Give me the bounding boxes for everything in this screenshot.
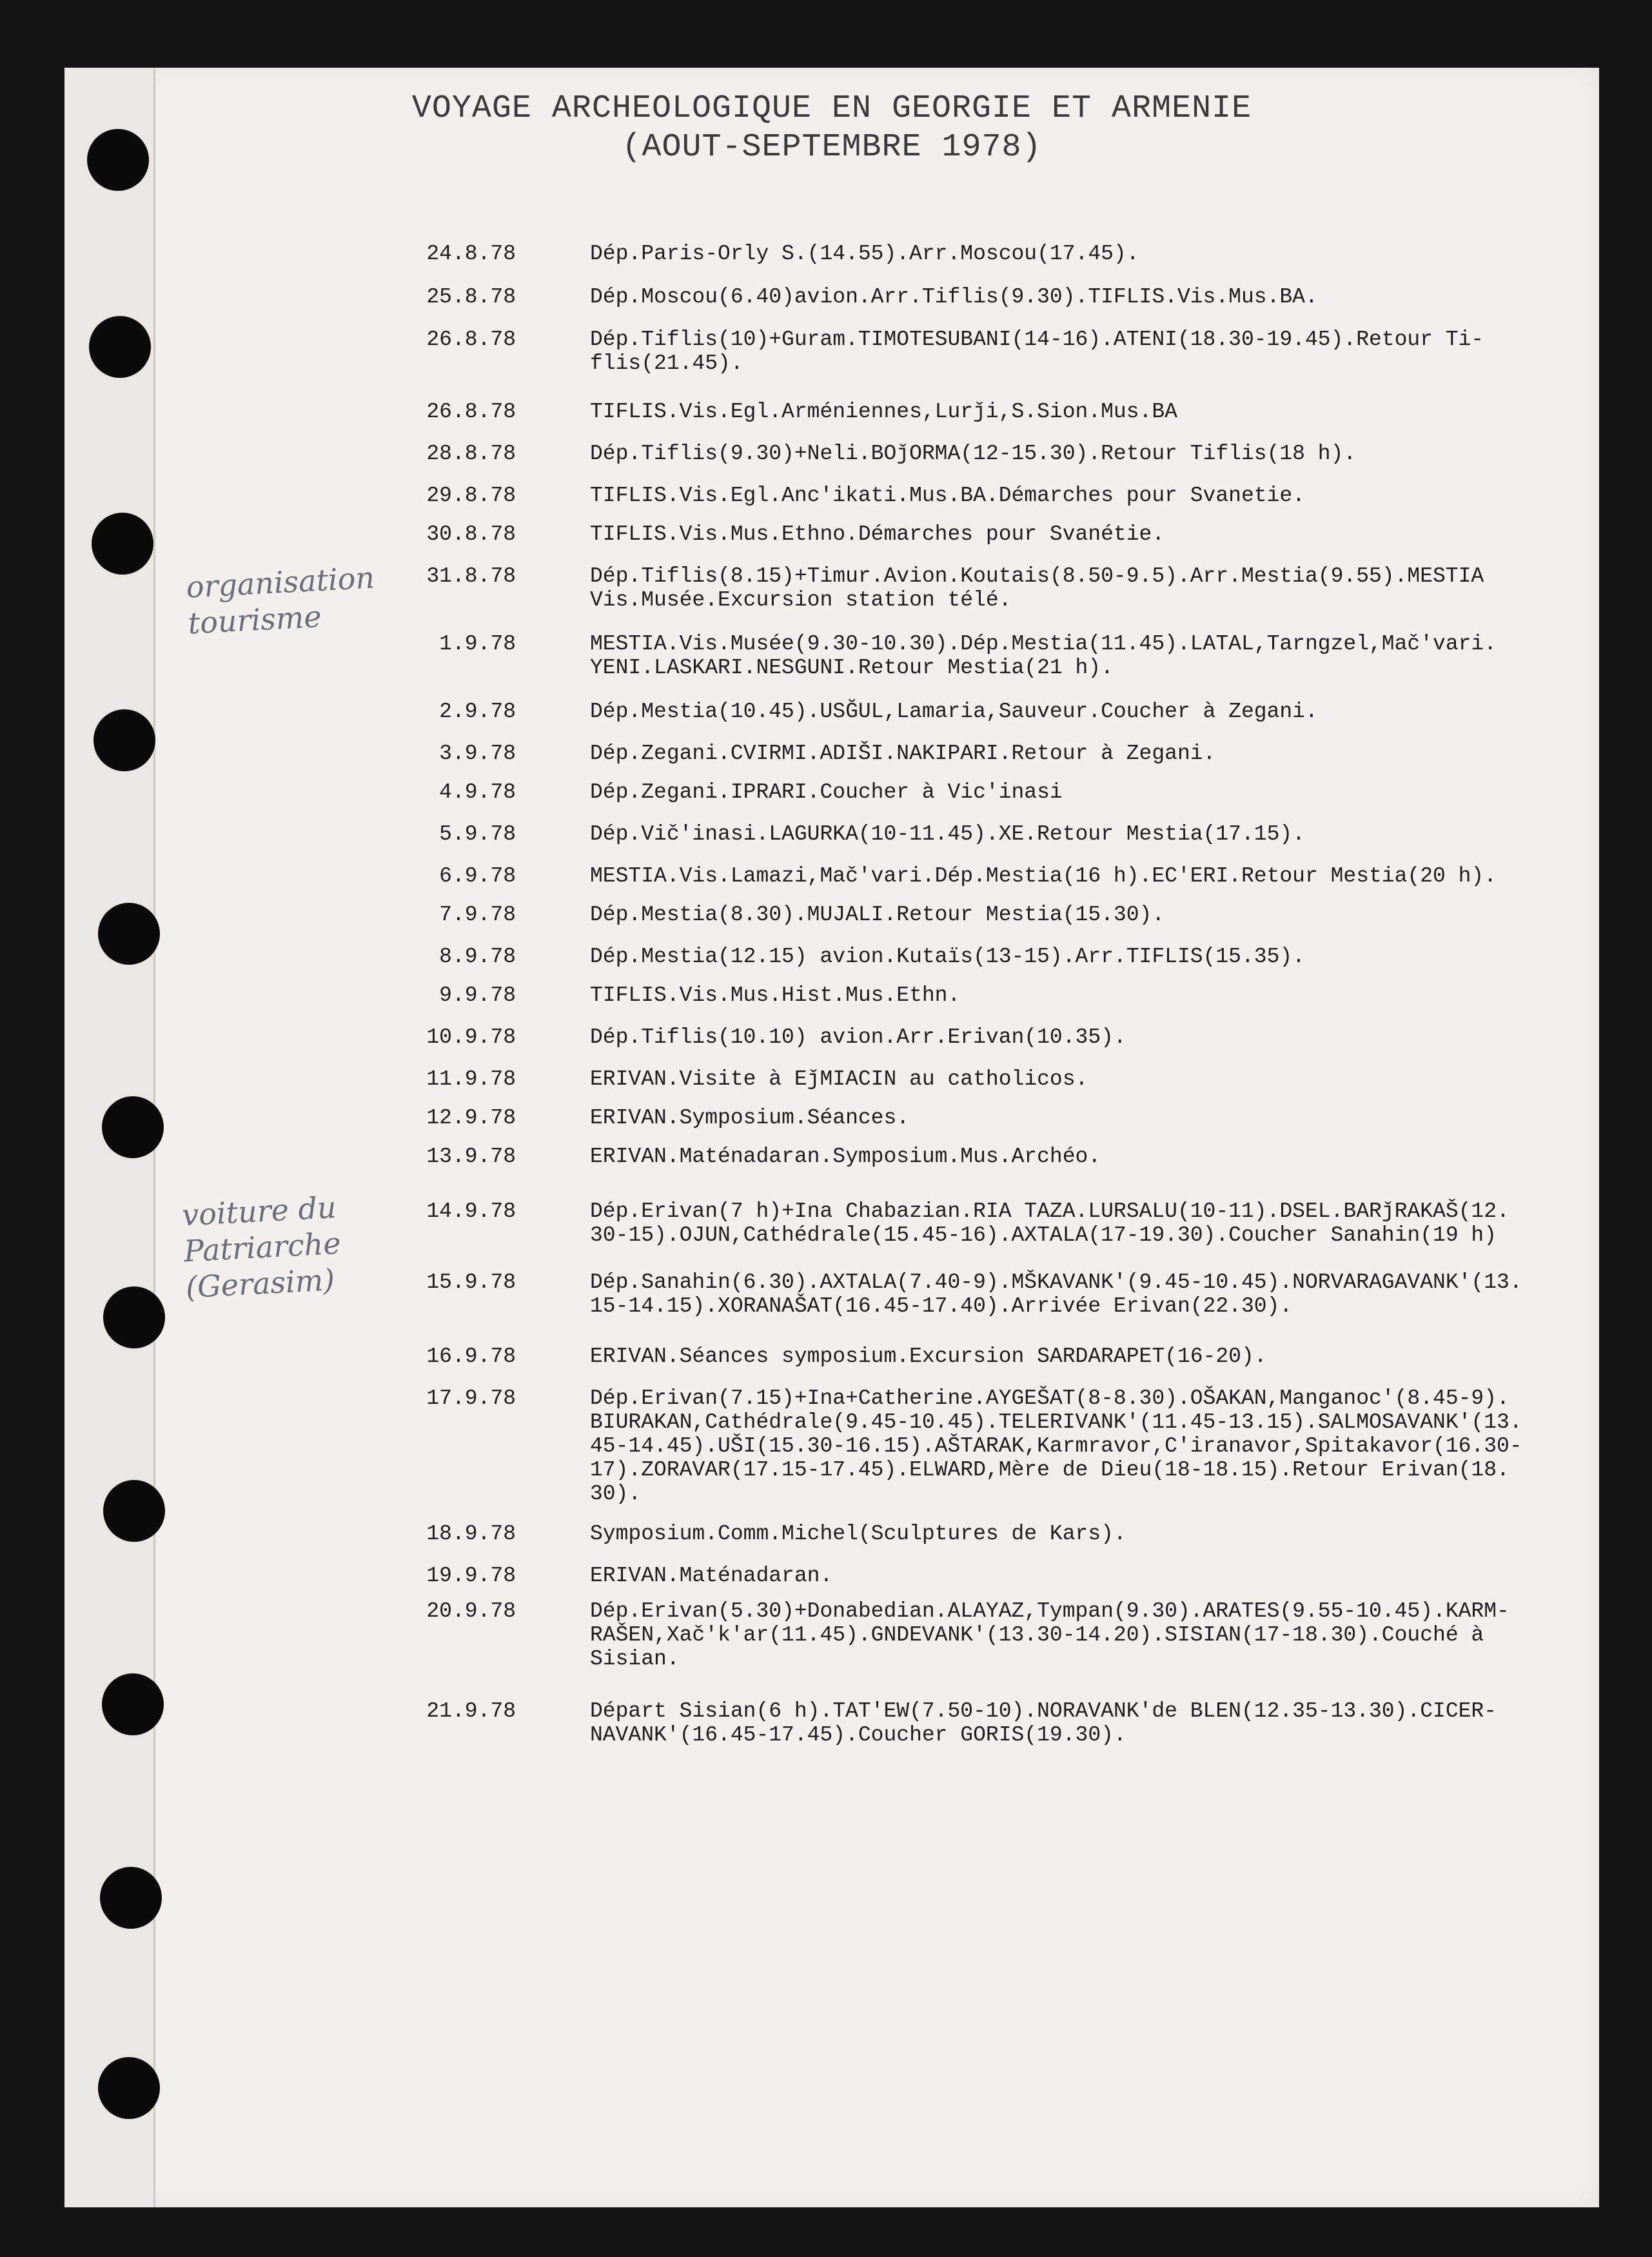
entry-text: Dép.Tiflis(10)+Guram.TIMOTESUBANI(14-16).ATENI(18.30-19.45).Retour Ti- flis(21.45).: [590, 328, 1484, 375]
entry-text: MESTIA.Vis.Musée(9.30-10.30).Dép.Mestia(11.45).LATAL,Tarngzel,Mač'vari. YENI.LASKARI.NESGUNI.Retour Mestia(21 h).: [590, 632, 1497, 680]
paper-sheet: [64, 68, 1599, 2207]
entry-date: 26.8.78: [426, 328, 516, 351]
entry-date: 25.8.78: [426, 285, 516, 309]
entry-text: Dép.Erivan(7.15)+Ina+Catherine.AYGEŠAT(8-8.30).OŠAKAN,Manganoc'(8.45-9). BIURAKAN,Cathédrale(9.45-10.45).TELERIVANK'(11.45-13.15).SALMOSAVANK'(13. 45-14.45).UŠI(15.30-16.15).AŠTARAK,Karmravor,C'iranavor,Spitakavor(16.30- 17).ZORAVAR(17.15-17.45).ELWARD,Mère de Dieu(18-18.15).Retour Erivan(18. 30).: [590, 1386, 1522, 1506]
entry-text: TIFLIS.Vis.Mus.Ethno.Démarches pour Svanétie.: [590, 522, 1165, 546]
entry-date: 30.8.78: [426, 522, 516, 546]
entry-text: ERIVAN.Symposium.Séances.: [590, 1106, 910, 1130]
entry-date: 19.9.78: [426, 1564, 516, 1588]
punch-hole: [98, 2057, 160, 2119]
entry-date: 7.9.78: [439, 903, 516, 927]
entry-text: Dép.Vič'inasi.LAGURKA(10-11.45).XE.Retour Mestia(17.15).: [590, 822, 1305, 846]
entry-text: Dép.Erivan(5.30)+Donabedian.ALAYAZ,Tympan(9.30).ARATES(9.55-10.45).KARM- RAŠEN,Xač'k'ar(11.45).GNDEVANK'(13.30-14.20).SISIAN(17-18.30).Couché à Sisian.: [590, 1599, 1509, 1671]
entry-text: TIFLIS.Vis.Egl.Anc'ikati.Mus.BA.Démarches pour Svanetie.: [590, 484, 1305, 508]
entry-date: 28.8.78: [426, 442, 516, 466]
punch-hole: [102, 1673, 164, 1735]
entry-text: Dép.Tiflis(9.30)+Neli.BOǰORMA(12-15.30).Retour Tiflis(18 h).: [590, 442, 1357, 466]
punch-hole: [103, 1286, 165, 1348]
document-subtitle: (AOUT-SEPTEMBRE 1978): [622, 129, 1042, 166]
punch-hole: [93, 709, 155, 771]
entry-date: 17.9.78: [426, 1386, 516, 1410]
entry-text: Dép.Mestia(8.30).MUJALI.Retour Mestia(15.30).: [590, 903, 1165, 927]
entry-text: Symposium.Comm.Michel(Sculptures de Kars).: [590, 1522, 1126, 1546]
entry-text: Dép.Tiflis(8.15)+Timur.Avion.Koutais(8.50-9.5).Arr.Mestia(9.55).MESTIA Vis.Musée.Excursion station télé.: [590, 564, 1484, 612]
entry-text: Dép.Erivan(7 h)+Ina Chabazian.RIA TAZA.LURSALU(10-11).DSEL.BARǰRAKAŠ(12. 30-15).OJUN,Cathédrale(15.45-16).AXTALA(17-19.30).Coucher Sanahin(19 h): [590, 1199, 1509, 1247]
punch-hole: [103, 1480, 165, 1542]
entry-date: 3.9.78: [439, 742, 516, 765]
entry-date: 1.9.78: [439, 632, 516, 656]
punch-hole: [102, 1096, 164, 1158]
entry-date: 26.8.78: [426, 400, 516, 424]
entry-date: 24.8.78: [426, 242, 516, 266]
entry-text: ERIVAN.Maténadaran.: [590, 1564, 833, 1588]
entry-text: ERIVAN.Séances symposium.Excursion SARDARAPET(16-20).: [590, 1345, 1267, 1368]
entry-date: 12.9.78: [426, 1106, 516, 1130]
punch-hole: [89, 316, 151, 378]
entry-date: 21.9.78: [426, 1699, 516, 1723]
entry-date: 15.9.78: [426, 1270, 516, 1294]
entry-text: TIFLIS.Vis.Mus.Hist.Mus.Ethn.: [590, 983, 961, 1007]
entry-date: 11.9.78: [426, 1067, 516, 1091]
entry-text: TIFLIS.Vis.Egl.Arméniennes,Lurǰi,S.Sion.Mus.BA: [590, 400, 1177, 424]
entry-date: 10.9.78: [426, 1025, 516, 1049]
punch-hole: [100, 1867, 162, 1929]
entry-date: 5.9.78: [439, 822, 516, 846]
punch-hole: [92, 513, 153, 575]
entry-text: Dép.Mestia(10.45).USĞUL,Lamaria,Sauveur.Coucher à Zegani.: [590, 700, 1318, 724]
document-title: VOYAGE ARCHEOLOGIQUE EN GEORGIE ET ARMENIE: [411, 90, 1252, 127]
entry-text: Dép.Zegani.CVIRMI.ADIŠI.NAKIPARI.Retour à Zegani.: [590, 742, 1216, 765]
entry-date: 8.9.78: [439, 945, 516, 969]
entry-text: MESTIA.Vis.Lamazi,Mač'vari.Dép.Mestia(16 h).EC'ERI.Retour Mestia(20 h).: [590, 864, 1497, 888]
handwritten-note-tourisme: organisation tourisme: [185, 560, 376, 641]
entry-date: 20.9.78: [426, 1599, 516, 1623]
entry-text: Dép.Zegani.IPRARI.Coucher à Vic'inasi: [590, 780, 1063, 804]
entry-date: 29.8.78: [426, 484, 516, 508]
entry-date: 13.9.78: [426, 1145, 516, 1168]
entry-date: 6.9.78: [439, 864, 516, 888]
entry-text: Dép.Moscou(6.40)avion.Arr.Tiflis(9.30).TIFLIS.Vis.Mus.BA.: [590, 285, 1318, 309]
entry-date: 2.9.78: [439, 700, 516, 724]
entry-text: ERIVAN.Visite à EǰMIACIN au catholicos.: [590, 1067, 1088, 1091]
entry-text: Dép.Sanahin(6.30).AXTALA(7.40-9).MŠKAVANK'(9.45-10.45).NORVARAGAVANK'(13. 15-14.15).XORANAŠAT(16.45-17.40).Arrivée Erivan(22.30).: [590, 1270, 1522, 1318]
entry-text: Dép.Mestia(12.15) avion.Kutaïs(13-15).Arr.TIFLIS(15.35).: [590, 945, 1305, 969]
entry-text: Dép.Tiflis(10.10) avion.Arr.Erivan(10.35).: [590, 1025, 1126, 1049]
entry-text: ERIVAN.Maténadaran.Symposium.Mus.Archéo.: [590, 1145, 1101, 1168]
punch-hole: [98, 903, 160, 965]
handwritten-note-patriarche: voiture du Patriarche (Gerasim): [181, 1189, 342, 1305]
entry-text: Dép.Paris-Orly S.(14.55).Arr.Moscou(17.45).: [590, 242, 1139, 266]
entry-date: 16.9.78: [426, 1345, 516, 1368]
entry-date: 9.9.78: [439, 983, 516, 1007]
entry-date: 14.9.78: [426, 1199, 516, 1223]
entry-date: 31.8.78: [426, 564, 516, 588]
entry-date: 4.9.78: [439, 780, 516, 804]
entry-text: Départ Sisian(6 h).TAT'EW(7.50-10).NORAVANK'de BLEN(12.35-13.30).CICER- NAVANK'(16.45-17.45).Coucher GORIS(19.30).: [590, 1699, 1497, 1747]
entry-date: 18.9.78: [426, 1522, 516, 1546]
